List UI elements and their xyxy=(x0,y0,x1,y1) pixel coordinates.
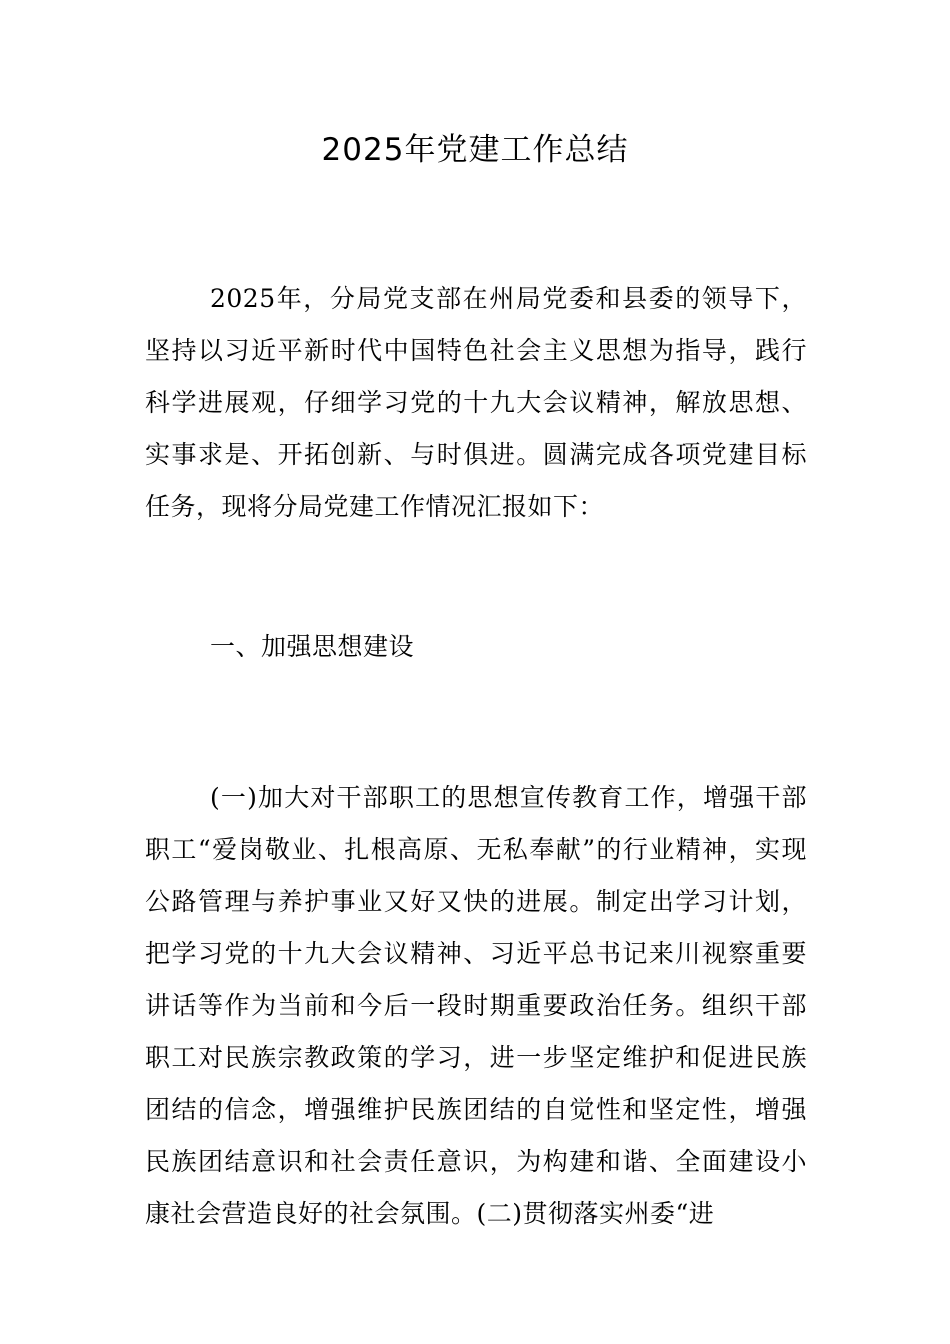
document-title: 2025年党建工作总结 xyxy=(321,132,629,168)
section-heading: 一、加强思想建设 xyxy=(210,632,415,661)
body-paragraph: (一)加大对干部职工的思想宣传教育工作，增强干部职工“爱岗敬业、扎根高原、无私奉献”的行业精神，实现公路管理与养护事业又好又快的进展。制定出学习计划，把学习党的十九大会议精神、习近平总书记来川视察重要讲话等作为当前和今后一段时期重要政治任务。组织干部职工对民族宗教政策的学习，进一步坚定维护和促进民族团结的信念，增强维护民族团结的自觉性和坚定性，增强民族团结意识和社会责任意识，为构建和谐、全面建设小康社会营造良好的社会氛围。(二)贯彻落实州委“进 xyxy=(145,783,807,1228)
intro-paragraph: 2025年，分局党支部在州局党委和县委的领导下，坚持以习近平新时代中国特色社会主义思想为指导，践行科学进展观，仔细学习党的十九大会议精神，解放思想、实事求是、开拓创新、与时俱进。圆满完成各项党建目标任务，现将分局党建工作情况汇报如下： xyxy=(145,284,807,521)
